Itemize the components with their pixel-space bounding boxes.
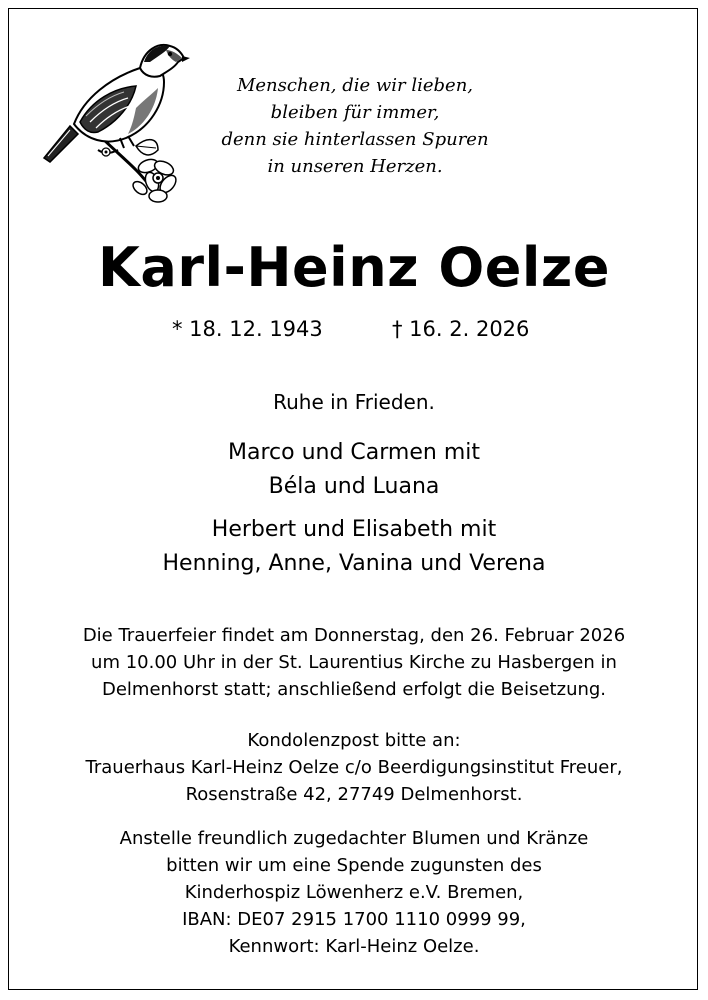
mourner-line: Herbert und Elisabeth mit (211, 517, 497, 542)
service-info (0, 622, 708, 703)
poem-line: Menschen, die wir lieben, (236, 75, 474, 96)
condolence-line: Trauerhaus Karl-Heinz Oelze c/o Beerdigungsinstitut Freuer, (85, 757, 623, 778)
service-line: Die Trauerfeier findet am Donnerstag, den 26. Februar 2026 (82, 625, 626, 646)
poem-line: in unseren Herzen. (267, 156, 443, 177)
donation-line: Kinderhospiz Löwenherz e.V. Bremen, (184, 882, 524, 903)
poem (200, 72, 510, 180)
donation-info (0, 825, 708, 960)
condolence-line: Kondolenzpost bitte an: (247, 730, 461, 751)
mourner-line: Marco und Carmen mit (228, 440, 480, 465)
birth-date: * 18. 12. 1943 (172, 317, 323, 341)
donation-line: bitten wir um eine Spende zugunsten des (166, 855, 542, 876)
life-dates (0, 314, 708, 344)
service-line: Delmenhorst statt; anschließend erfolgt die Beisetzung. (101, 679, 607, 700)
donation-line: Anstelle freundlich zugedachter Blumen und Kränze (119, 828, 589, 849)
mourners-group-1 (0, 436, 708, 504)
service-line: um 10.00 Uhr in der St. Laurentius Kirche zu Hasbergen in (91, 652, 617, 673)
deceased-name: Karl-Heinz Oelze (98, 236, 610, 299)
condolence-address (0, 727, 708, 808)
farewell-text: Ruhe in Frieden. (273, 390, 435, 414)
mourner-line: Béla und Luana (268, 474, 440, 499)
condolence-line: Rosenstraße 42, 27749 Delmenhorst. (185, 784, 523, 805)
donation-line: Kennwort: Karl-Heinz Oelze. (228, 936, 480, 957)
death-date: † 16. 2. 2026 (392, 317, 530, 341)
donation-line: IBAN: DE07 2915 1700 1110 0999 99, (182, 909, 526, 930)
mourners-group-2 (0, 513, 708, 581)
poem-line: denn sie hinterlassen Spuren (221, 129, 489, 150)
mourner-line: Henning, Anne, Vanina und Verena (162, 551, 546, 576)
poem-line: bleiben für immer, (270, 102, 440, 123)
bird-illustration (40, 38, 190, 216)
